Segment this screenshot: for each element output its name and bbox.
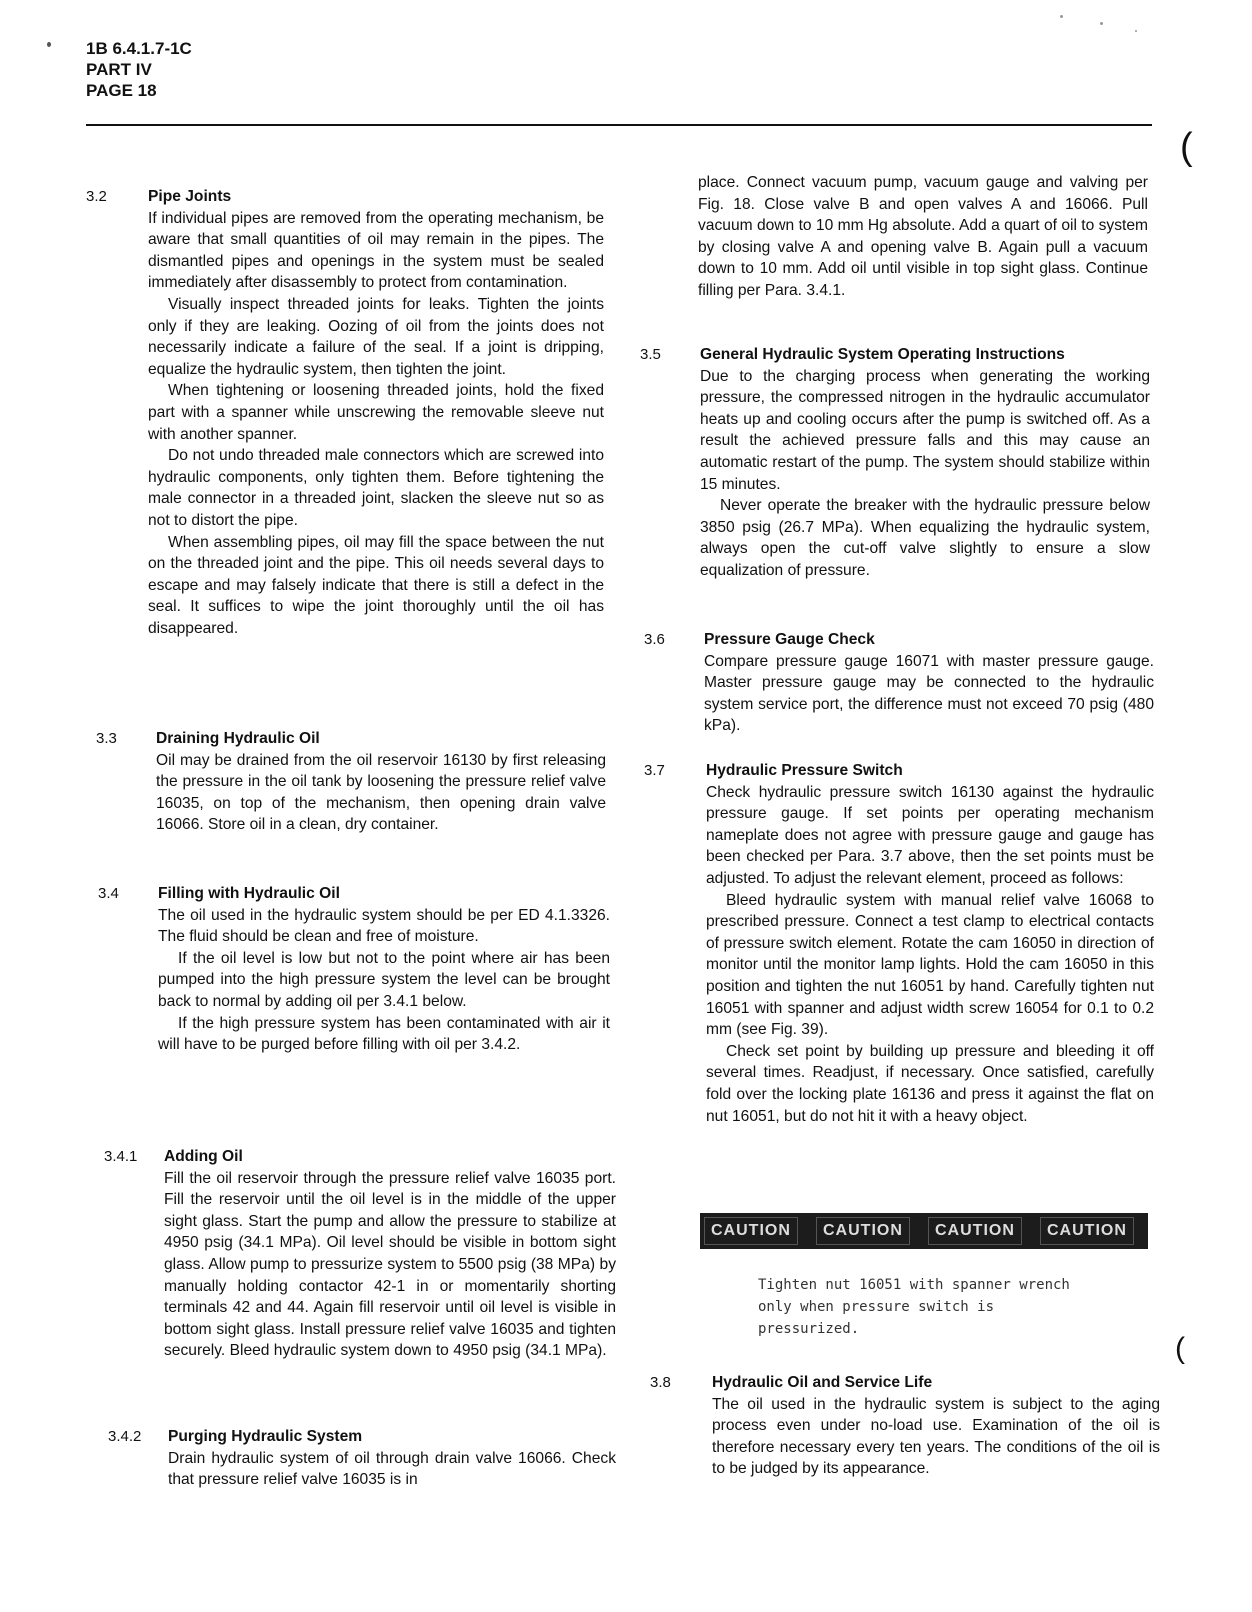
section-3-8 [650, 1372, 1162, 1492]
section-3-5 [640, 344, 1152, 604]
section-title: Pipe Joints [148, 188, 232, 205]
scan-speck [1060, 15, 1063, 18]
section-3-6 [644, 629, 1156, 749]
left-column [86, 186, 616, 1489]
paragraph: Compare pressure gauge 16071 with master pressure gauge. Master pressure gauge may be connected to the hydraulic system service port, the difference must not exceed 70 psig (480 kPa). [704, 652, 1154, 735]
section-title: Hydraulic Oil and Service Life [712, 1374, 933, 1391]
section-3-4-1 [104, 1146, 624, 1406]
section-number: 3.4.1 [104, 1148, 138, 1165]
caution-banner [700, 1213, 1148, 1249]
caution-label: CAUTION [704, 1217, 798, 1245]
section-3-3 [96, 728, 616, 868]
paragraph: The oil used in the hydraulic system should be per ED 4.1.3326. The fluid should be clean and free of moisture. [158, 906, 610, 946]
page-header [86, 38, 192, 101]
section-3-4 [98, 883, 618, 1123]
section-number: 3.4.2 [108, 1428, 142, 1445]
paragraph: Do not undo threaded male connectors which are screwed into hydraulic components, only tighten them. Before tightening the male connector in a threaded joint, slacken the sleeve nut so as not to distort the pipe. [148, 447, 604, 529]
section-title: Filling with Hydraulic Oil [158, 885, 340, 902]
section-number: 3.5 [640, 346, 661, 363]
caution-label: CAUTION [1040, 1217, 1134, 1245]
document-number: 1B 6.4.1.7-1C [86, 39, 192, 58]
paragraph: If the oil level is low but not to the point where air has been pumped into the high pressure system the level can be brought back to normal by adding oil per 3.4.1 below. [158, 949, 610, 1010]
paragraph: If the high pressure system has been contaminated with air it will have to be purged before filling with oil per 3.4.2. [158, 1014, 610, 1054]
caution-label: CAUTION [928, 1217, 1022, 1245]
paragraph: Bleed hydraulic system with manual relief valve 16068 to prescribed pressure. Connect a test clamp to electrical contacts of pressure switch element. Rotate the cam 16050 in direction of monitor until the monitor lamp lights. Hold the cam 16050 in this position and tighten the nut 16051 by hand. Carefully tighten nut 16051 with spanner and adjust width screw 16054 for 0.1 to 0.2 mm (see Fig. 39). [706, 891, 1154, 1039]
paragraph: Never operate the breaker with the hydraulic pressure below 3850 psig (26.7 MPa). When equalizing the hydraulic system, always open the cut-off valve slightly to ensure a slow equalization of pressure. [700, 497, 1150, 579]
scan-speck [1100, 22, 1103, 25]
paragraph: Visually inspect threaded joints for leaks. Tighten the joints only if they are leaking. Oozing of oil from the joints does not necessarily indicate a failure of the seal. If a joint is dripping, equalize the hydraulic system, then tighten the joint. [148, 295, 604, 378]
section-title: Draining Hydraulic Oil [156, 730, 320, 747]
paragraph: Check set point by building up pressure and bleeding it off several times. Readjust, if necessary. Once satisfied, carefully fold over the locking plate 16136 and press it against the flat on nut 16051, but do not hit it with a heavy object. [706, 1042, 1154, 1125]
section-title: Adding Oil [164, 1148, 243, 1165]
paragraph: Fill the oil reservoir through the pressure relief valve 16035 port. Fill the reservoir until the oil level is in the middle of the upper sight glass. Start the pump and allow the pressure to stabilize at 4950 psig (34.1 MPa). Oil level should be visible in bottom sight glass. Allow pump to pressurize system to 5500 psig (38 MPa) by manually holding contactor 42-1 in or momentarily shorting terminals 42 and 44. Again fill reservoir until oil level is visible in bottom sight glass. Install pressure relief valve 16035 and tighten securely. Bleed hydraulic system down to 4950 psig (34.1 MPa). [164, 1169, 616, 1360]
section-title: Pressure Gauge Check [704, 631, 875, 648]
part-label: PART IV [86, 60, 152, 79]
scan-speck [47, 42, 51, 47]
paragraph: If individual pipes are removed from the operating mechanism, be aware that small quantities of oil may remain in the pipes. The dismantled pipes and openings in the system must be sealed immediately after disassembly to protect from contamination. [148, 209, 604, 292]
section-number: 3.8 [650, 1374, 671, 1391]
section-3-7 [644, 760, 1156, 1190]
paragraph: The oil used in the hydraulic system is subject to the aging process even under no-load use. Examination of the oil is therefore necessary every ten years. The conditions of the oil is to be judged by its appearance. [712, 1395, 1160, 1478]
paragraph: When assembling pipes, oil may fill the space between the nut on the threaded joint and the pipe. This oil needs several days to escape and may falsely indicate that there is still a defect in the seal. It suffices to wipe the joint thoroughly until the oil has disappeared. [148, 533, 604, 637]
binding-mark-bottom: ( [1175, 1332, 1185, 1365]
caution-label: CAUTION [816, 1217, 910, 1245]
paragraph: Check hydraulic pressure switch 16130 against the hydraulic pressure gauge. If set points per operating mechanism nameplate does not agree with pressure gauge and gauge has been checked per Para. 3.7 above, then the set points must be adjusted. To adjust the relevant element, proceed as follows: [706, 783, 1154, 887]
section-title: Hydraulic Pressure Switch [706, 762, 903, 779]
section-3-4-2 [108, 1426, 628, 1506]
caution-text: Tighten nut 16051 with spanner wrench only when pressure switch is pressurized. [758, 1277, 1070, 1337]
continuation-paragraph: place. Connect vacuum pump, vacuum gauge and valving per Fig. 18. Close valve B and open valves A and 16066. Pull vacuum down to 10 mm Hg absolute. Add a quart of oil to system by closing valve A and opening valve B. Again pull a vacuum down to 10 mm. Add oil until visible in top sight glass. Continue filling per Para. 3.4.1. [698, 174, 1148, 299]
section-number: 3.4 [98, 885, 119, 902]
section-number: 3.6 [644, 631, 665, 648]
paragraph: Due to the charging process when generating the working pressure, the compressed nitrogen in the hydraulic accumulator heats up and cooling occurs after the pump is switched off. As a result the achieved pressure falls and this may cause an automatic restart of the pump. The system should stabilize within 15 minutes. [700, 367, 1150, 493]
section-title: Purging Hydraulic System [168, 1428, 363, 1445]
section-number: 3.7 [644, 762, 665, 779]
section-3-2 [86, 186, 616, 711]
paragraph: When tightening or loosening threaded joints, hold the fixed part with a spanner while unscrewing the removable sleeve nut with another spanner. [148, 382, 604, 443]
section-number: 3.3 [96, 730, 117, 747]
paragraph: Oil may be drained from the oil reservoir 16130 by first releasing the pressure in the oil tank by loosening the pressure relief valve 16035, on top of the mechanism, then opening drain valve 16066. Store oil in a clean, dry container. [156, 751, 606, 834]
scan-speck [1135, 30, 1137, 32]
paragraph: Drain hydraulic system of oil through drain valve 16066. Check that pressure relief valve 16035 is in [168, 1449, 616, 1489]
section-title: General Hydraulic System Operating Instructions [700, 346, 1065, 363]
binding-mark-top: ( [1180, 126, 1193, 168]
page-number: PAGE 18 [86, 81, 157, 100]
section-number: 3.2 [86, 188, 107, 205]
header-rule [86, 124, 1152, 126]
